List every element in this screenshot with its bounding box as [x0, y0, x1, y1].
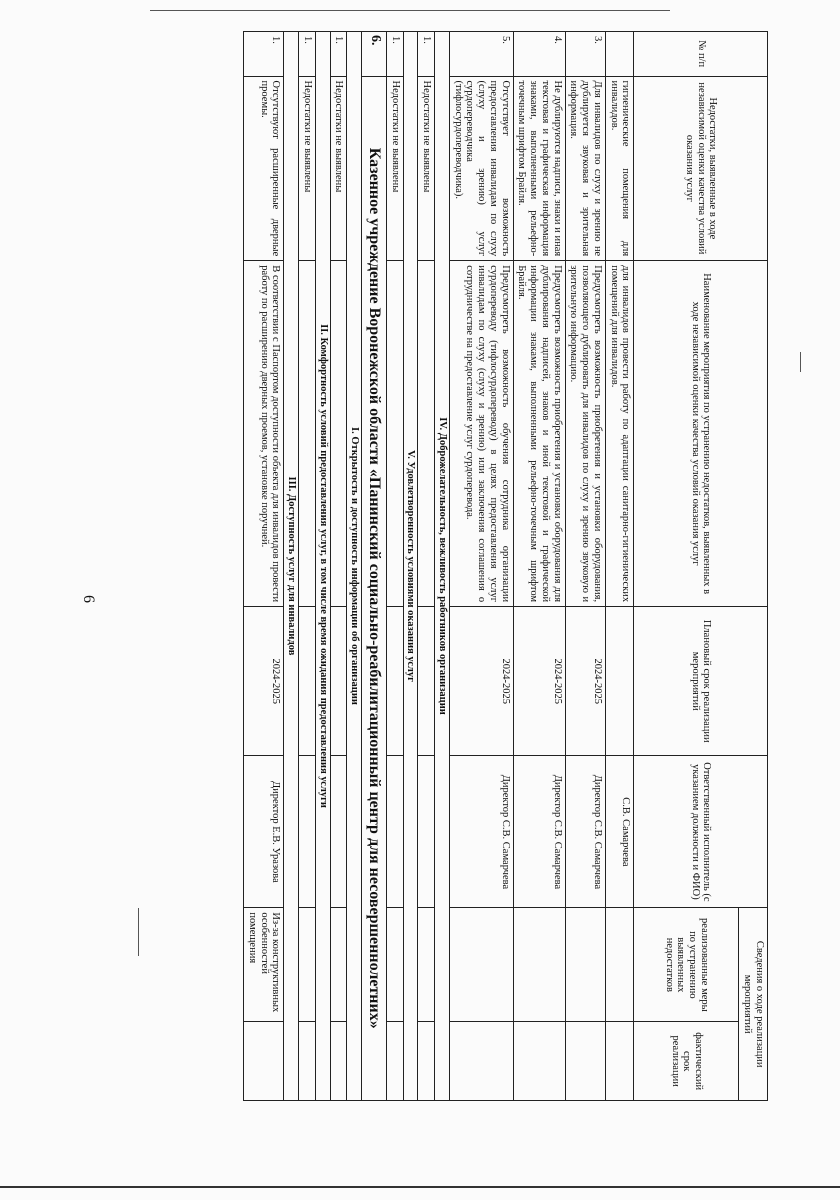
- row-measure: Предусмотреть возможность приобретения и установки оборудования, позволяющего дублировать для инвалидов по слуху и зрению звуковую и зрительную информацию.: [565, 261, 605, 607]
- row-responsible: С.В. Самарчева: [606, 756, 635, 908]
- header-actual: фактический срок реализации: [634, 1022, 739, 1101]
- row-num: 3.: [565, 32, 605, 77]
- row-implemented: Из-за конструктивных особенностей помещения: [244, 908, 284, 1022]
- row-shortcoming: Отсутствуют расширенные дверные проемы.: [244, 76, 284, 261]
- row-planned: 2024-2025: [513, 607, 565, 756]
- row-shortcoming: Отсутствует возможность предоставления инвалидам по слуху (слуху и зрению) услуг сурдопереводчика (тифлосурдопереводчика).: [450, 76, 514, 261]
- row-planned: 2024-2025: [565, 607, 605, 756]
- row-planned: 2024-2025: [450, 607, 514, 756]
- row-responsible: Директор С.В. Самарчева: [450, 756, 514, 908]
- row-num: 1.: [244, 32, 284, 77]
- row-actual: [565, 1022, 605, 1101]
- header-measures: Наименование мероприятия по устранению недостатков, выявленных в ходе независимой оценки качества условий оказания услуг: [634, 261, 768, 607]
- row-measure: Предусмотреть возможность приобретения и установки оборудования для дублирования надписей, знаков и иной текстовой и графической информации знаками, выполненными рельефно-точечным шрифтом Брайля.: [513, 261, 565, 607]
- organization-num: 6.: [362, 32, 387, 77]
- row-actual: [606, 1022, 635, 1101]
- row-shortcoming: Не дублируются надписи, знаки и иная текстовая и графическая информация знаками, выполненными рельефно-точечным шрифтом Брайля.: [513, 76, 565, 261]
- section-i-heading: I. Открытость и доступность информации об организации: [347, 32, 362, 1101]
- section-iv-heading: IV. Доброжелательность, вежливость работников организации: [435, 32, 450, 1101]
- table-row: [418, 32, 435, 1101]
- no-shortcomings-text: Недостатки не выявлены: [330, 76, 347, 261]
- measures-table: [243, 31, 768, 1101]
- row-measure: Предусмотреть возможность обучения сотрудника организации сурдопереводу (тифлосурдопереводу) в целях предоставления услуг инвалидам по слуху (слуху и зрению) или заключения соглашения о сотрудничестве на предоставление услуг сурдоперевода.: [450, 261, 514, 607]
- organization-row: [362, 32, 387, 1101]
- table-row: [299, 32, 316, 1101]
- header-responsible: Ответственный исполнитель (с указанием должности и ФИО): [634, 756, 768, 908]
- row-responsible: Директор С.В. Самарчева: [565, 756, 605, 908]
- section-heading-row: [315, 32, 330, 1101]
- row-responsible: Директор С.В. Самарчева: [513, 756, 565, 908]
- header-shortcomings: Недостатки, выявленные в ходе независимой оценки качества условий оказания услуг: [634, 76, 768, 261]
- scan-mark-top: [150, 10, 670, 11]
- row-num: 4.: [513, 32, 565, 77]
- row-actual: [513, 1022, 565, 1101]
- section-heading-row: [403, 32, 418, 1101]
- row-num: 1.: [330, 32, 347, 77]
- row-shortcoming: гигиенические помещения для инвалидов.: [606, 76, 635, 261]
- row-implemented: [565, 908, 605, 1022]
- header-num: № п/п: [634, 32, 768, 77]
- row-num: 5.: [450, 32, 514, 77]
- table-row: [330, 32, 347, 1101]
- header-progress: Сведения о ходе реализации мероприятий: [739, 908, 768, 1101]
- row-num: 1.: [299, 32, 316, 77]
- row-implemented: [450, 908, 514, 1022]
- organization-name: Казенное учреждение Воронежской области «Панинский социально-реабилитационный центр для несовершеннолетних»: [362, 76, 387, 1100]
- row-measure: для инвалидов провести работу по адаптации санитарно-гигиенических помещений для инвалидов.: [606, 261, 635, 607]
- header-implemented: реализованные меры по устранению выявленных недостатков: [634, 908, 739, 1022]
- table-row: [565, 32, 605, 1101]
- row-measure: В соответствии с Паспортом доступности объекта для инвалидов провести работу по расширению дверных проемов, установке поручней.: [244, 261, 284, 607]
- section-heading-row: [347, 32, 362, 1101]
- table-row: [513, 32, 565, 1101]
- row-num: 1.: [418, 32, 435, 77]
- row-shortcoming: Для инвалидов по слуху и зрению не дублируется звуковая и зрительная информация.: [565, 76, 605, 261]
- section-iii-heading: III. Доступность услуг для инвалидов: [284, 32, 299, 1101]
- rotated-table-page: [64, 31, 768, 1101]
- section-heading-row: [435, 32, 450, 1101]
- no-shortcomings-text: Недостатки не выявлены: [387, 76, 404, 261]
- table-row: [606, 32, 635, 1101]
- row-implemented: [606, 908, 635, 1022]
- row-num: 1.: [387, 32, 404, 77]
- no-shortcomings-text: Недостатки не выявлены: [299, 76, 316, 261]
- scan-mark-right: [800, 352, 801, 372]
- section-v-heading: V. Удовлетворенность условиями оказания услуг: [403, 32, 418, 1101]
- row-actual: [450, 1022, 514, 1101]
- section-heading-row: [284, 32, 299, 1101]
- row-planned: 2024-2025: [244, 607, 284, 756]
- row-responsible: Директор Е.В. Уразова: [244, 756, 284, 908]
- page-number: 6: [80, 595, 97, 603]
- row-planned: [606, 607, 635, 756]
- table-row: [450, 32, 514, 1101]
- section-ii-heading: II. Комфортность условий предоставления услуг, в том числе время ожидания предоставления услуги: [315, 32, 330, 1101]
- row-implemented: [513, 908, 565, 1022]
- header-planned: Плановый срок реализации мероприятий: [634, 607, 768, 756]
- scan-mark-bottom: [0, 1186, 840, 1188]
- header-row: [739, 32, 768, 1101]
- no-shortcomings-text: Недостатки не выявлены: [418, 76, 435, 261]
- row-num: [606, 32, 635, 77]
- row-actual: [244, 1022, 284, 1101]
- table-row: [387, 32, 404, 1101]
- table-row: [244, 32, 284, 1101]
